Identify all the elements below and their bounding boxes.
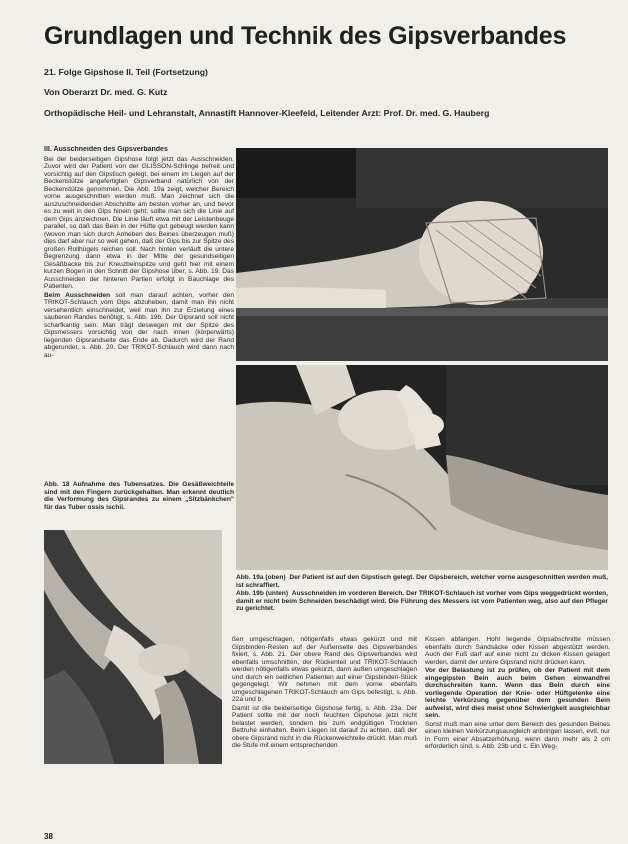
- figure-19b-text: Ausschneiden im vorderen Bereich. Der TRIKOT-Schlauch ist vorher vom Gips weggedrückt worden, damit er nicht beim Schneiden beschädigt wird. Die Führung des Messers ist vom Patienten weg, also auf den Pfleger zu gerichtet.: [236, 590, 608, 612]
- photo-fig19a: [236, 148, 608, 361]
- section-title: III. Ausschneiden des Gipsverbandes: [44, 146, 168, 153]
- right-paragraph-1: Kissen abfangen. Hohl liegende Gipsabschnitte müssen ebenfalls durch Sandsäcke oder Kissen abgestützt werden. Auch der Fuß darf auf einer nicht zu dicken Kissen gelagert werden, damit der untere Gipsrand nicht drücken kann.: [425, 636, 610, 666]
- figure-19a-text: Der Patient ist auf den Gipstisch gelegt. Der Gipsbereich, welcher vorne ausgeschnitten werden muß, ist schraffiert.: [236, 574, 608, 589]
- figure-19a-label: Abb. 19a (oben): [236, 574, 286, 581]
- institution-line: Orthopädische Heil- und Lehranstalt, Annastift Hannover-Kleefeld, Leitender Arzt: Prof. Dr. med. G. Hauberg: [44, 108, 490, 118]
- photo-fig18: [44, 530, 222, 764]
- left-paragraph-2: [44, 292, 234, 360]
- series-line: 21. Folge Gipshose II. Teil (Fortsetzung): [44, 67, 208, 77]
- right-paragraph-2: Vor der Belastung ist zu prüfen, ob der Patient mit dem eingegipsten Bein auch beim Gehen einwandfrei durchschreiten kann. Wenn das Bein durch eine vorliegende Operation der Knie- oder Hüftgelenke eine leichte Verkürzung gegenüber dem gesunden Bein aufweist, wird dies meist ohne Schwierigkeit ausgleichbar sein.: [425, 667, 610, 719]
- article-title: Grundlagen und Technik des Gipsverbandes: [44, 22, 567, 50]
- middle-paragraph-1: ßen umgeschlagen, nötigenfalls etwas gekürzt und mit Gipsbinden-Resten auf der Außenseite des Gipsverbandes fixiert, s. Abb. 21. Der obere Rand des Gipsverbandes wird ebenfalls umschnitten, der Rückenteil und TRIKOT-Schlauch werden nötigenfalls etwas gekürzt, dann außen umgeschlagen und durch ein seitlichen Patienten auf einer Gipsbinden-Stück gegengelegt. Wir nehmen mit dem vorne ebenfalls umgeschlagenen TRIKOT-Schlauch am Gips befestigt, s. Abb. 22a und b.: [232, 636, 417, 703]
- photo-fig19b: [236, 365, 608, 570]
- middle-text-column: [232, 636, 417, 836]
- figure-19b-label: Abb. 19b (unten): [236, 590, 289, 597]
- left-paragraph-2-body: soll man darauf achten, vorher den TRIKOT-Schlauch vom Gips abzuheben, damit man ihn nicht versehentlich einschneidet, weil man ihn zur Erzielung eines sauberen Randes benötigt, s. Abb. 19b. Der Gipsrand soll nicht scharfkantig sein. Man trägt deswegen mit der Spitze des Gipsmessers vorsichtig von der nach innen (körperwärts) liegenden Gipsrandseite das Ende ab. Dadurch wird der Rand abgerundet, s. Abb. 20. Der TRIKOT-Schlauch wird dann nach au-: [44, 291, 234, 359]
- left-paragraph-1: Bei der beiderseitigen Gipshose folgt jetzt das Ausschneiden. Zuvor wird der Patient von der GLISSON-Schlinge befreit und vorsichtig auf den Gipstisch gelegt, bei einem im Liegen auf der Beckenstütze angefertigten Gipsverband natürlich von der Beckenstütze genommen. Die Abb. 19a zeigt, welcher Bereich vorne ausgeschnitten werden muß. Man zeichnet sich die auszuschneidenden Abschnitte am besten vorher an, und bevor es zu weit in den Gips hinein geht, sollte man sich die Linie auf dem Gips anzeichnen. Die Linie läuft etwa mit der Leistenbeuge parallel, so daß das Bein in der Hüfte gut gebeugt werden kann (wovon man sich durch Anheben des Beines überzeugen muß) dies darf aber nur so weit gehen, daß der Gips bis zur Spitze des großen Rollhügels reichen soll. Nach hinten verläuft die untere Begrenzung dann etwa in der Mitte der gesundseitigen Gesäßbacke bis zur Kreuzbeinspitze und geht hier mit einem kurzen Bogen in den Schnitt der Gipshose über, s. Abb. 19. Das Ausschneiden der hinteren Partien erfolgt in Bauchlage des Patienten.: [44, 155, 234, 290]
- page-number: 38: [44, 832, 53, 841]
- figure-18-caption: Abb. 18 Aufnahme des Tubensatzes. Die Gesäßweichteile sind mit den Fingern zurückgehalten. Man erkennt deutlich die Verformung des Gipsrandes zu einem „Sitzbänkchen" für das Tuber ossis ischii.: [44, 481, 234, 511]
- left-text-column: [44, 146, 234, 474]
- right-paragraph-3: Sonst muß man eine unter dem Bereich des gesunden Beines einen kleinen Verkürzungsausgleich anbringen lassen, evtl. nur in Form einer Absatzerhöhung, wenn dann mehr als 2 cm erforderlich sind, s. Abb. 23b und c. Ein Weg-: [425, 720, 610, 750]
- left-paragraph-2-lead: Beim Ausschneiden: [44, 291, 111, 299]
- middle-paragraph-2: Damit ist die beiderseitige Gipshose fertig, s. Abb. 23a. Der Patient sollte mit der noch feuchten Gipshose jetzt nicht belastet werden, sondern bis zum endgültigen Trocknen Bettruhe einhalten. Beim Liegen ist darauf zu achten, daß der obere Gipsrand nicht in die Rückenweichteile drückt. Man muß die Stufe mit einem entsprechenden: [232, 704, 417, 749]
- figure-19-caption: [236, 574, 608, 632]
- author-line: Von Oberarzt Dr. med. G. Kutz: [44, 87, 168, 97]
- right-text-column: [425, 636, 610, 836]
